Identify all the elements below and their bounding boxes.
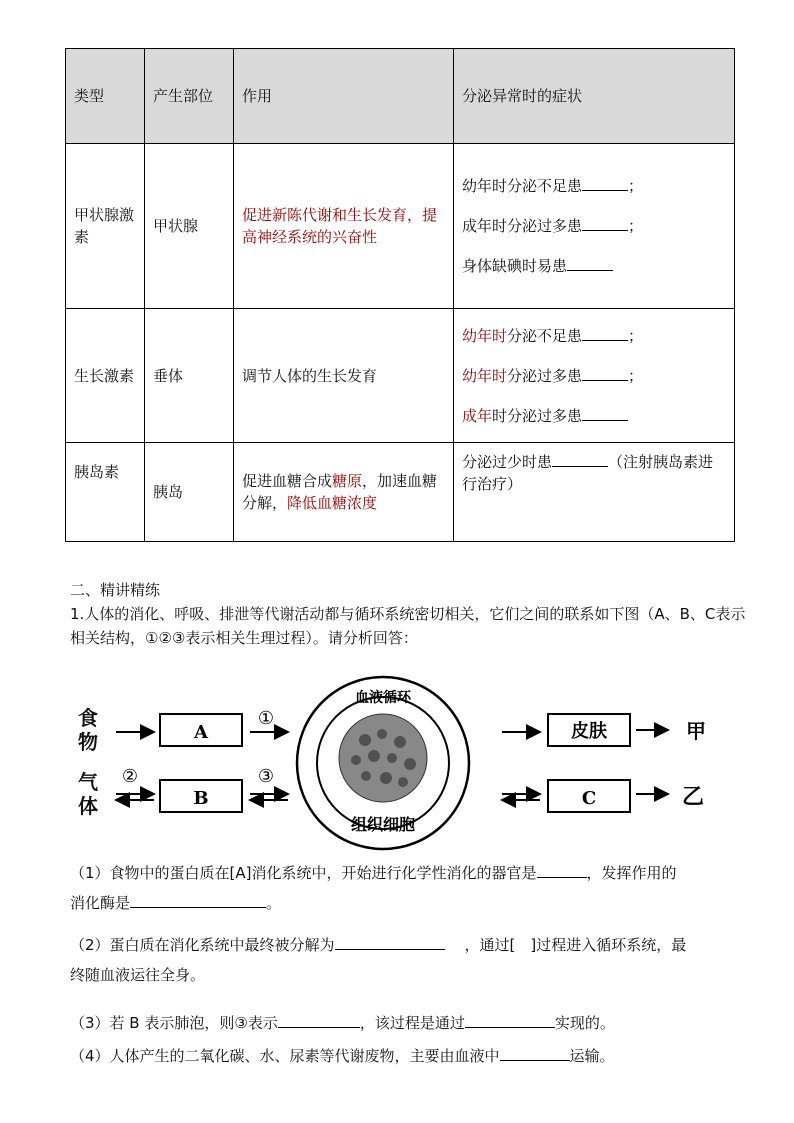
function-red: 糖原 <box>332 472 363 490</box>
header-function: 作用 <box>234 49 454 144</box>
answer-blank[interactable] <box>552 452 608 467</box>
symptom-text: 分泌过少时患 <box>462 453 553 471</box>
q4-text: 运输。 <box>569 1047 615 1065</box>
answer-blank[interactable] <box>582 406 628 421</box>
row-site: 甲状腺 <box>145 144 234 309</box>
function-text: 促进血糖合成 <box>242 472 333 490</box>
question-intro: 1.人体的消化、呼吸、排泄等代谢活动都与循环系统密切相关，它们之间的联系如下图（A、B、C表示相关结构，①②③表示相关生理过程）。请分析回答： <box>70 605 746 647</box>
q3-text: （3）若 B 表示肺泡，则③表示 <box>70 1014 278 1032</box>
function-text: ，加速血糖分解， <box>242 472 438 512</box>
symptom-end: ； <box>628 366 644 385</box>
row-function: 促进新陈代谢和生长发育，提高神经系统的兴奋性 <box>234 144 454 309</box>
q3-text: ，该过程是通过 <box>359 1014 465 1032</box>
header-site: 产生部位 <box>145 49 234 144</box>
answer-blank[interactable] <box>582 216 628 231</box>
box-c-label: C <box>581 788 597 809</box>
food-text: 食物 <box>78 706 98 754</box>
table-header-row <box>66 49 735 144</box>
row-site: 胰岛 <box>145 443 234 542</box>
question-3 <box>70 1008 760 1038</box>
skin-label: 皮肤 <box>571 721 607 742</box>
row-symptoms <box>454 443 735 542</box>
output-1-label: 甲 <box>686 719 706 743</box>
symptom-text: 分泌过多患 <box>507 366 583 385</box>
answer-blank[interactable] <box>500 1044 570 1061</box>
row-symptoms <box>454 144 735 309</box>
ring-top-label: 血液循环 <box>355 690 411 706</box>
answer-blank[interactable] <box>335 933 445 950</box>
symptom-text: 身体缺碘时易患 <box>462 257 568 275</box>
symptom-end: ； <box>628 217 644 235</box>
q2-text: 终随血液运往全身。 <box>70 966 206 984</box>
symptom-end: ； <box>628 177 644 195</box>
symptom-red: 成年 <box>462 406 493 425</box>
function-red: 降低血糖浓度 <box>287 494 378 512</box>
table-row <box>66 144 735 309</box>
answer-blank[interactable] <box>130 891 266 908</box>
symptom-text: 幼年时分泌不足患 <box>462 177 583 195</box>
answer-blank[interactable] <box>582 366 628 381</box>
output-2-label: 乙 <box>682 784 705 810</box>
header-type: 类型 <box>66 49 145 144</box>
box-a-label: A <box>194 722 208 743</box>
symptom-text: 分泌不足患 <box>507 326 583 345</box>
process-2-label: ② <box>121 766 139 787</box>
row-function <box>234 443 454 542</box>
answer-blank[interactable] <box>567 256 613 271</box>
row-type: 生长激素 <box>66 309 145 443</box>
ring-bottom-label: 组织细胞 <box>350 815 416 834</box>
row-type: 胰岛素 <box>66 443 145 542</box>
q2-text: ，通过[ ]过程进入循环系统，最 <box>464 936 687 954</box>
row-symptoms <box>454 309 735 443</box>
q1-text: （1）食物中的蛋白质在[A]消化系统中，开始进行化学性消化的器官是 <box>70 864 537 882</box>
gas-text: 气体 <box>78 770 98 818</box>
row-function: 调节人体的生长发育 <box>234 309 454 443</box>
box-b-label: B <box>193 788 209 809</box>
table-row <box>66 309 735 443</box>
symptom-text: 成年时分泌过多患 <box>462 217 583 235</box>
symptom-text: 时分泌过多患 <box>492 406 583 425</box>
symptom-text: （注射胰岛素进行治疗） <box>462 453 714 493</box>
row-site: 垂体 <box>145 309 234 443</box>
answer-blank[interactable] <box>465 1011 555 1028</box>
q3-text: 实现的。 <box>554 1014 615 1032</box>
question-1 <box>70 858 760 918</box>
q1-text: 消化酶是 <box>70 894 131 912</box>
q2-text: （2）蛋白质在消化系统中最终被分解为 <box>70 936 335 954</box>
circulation-diagram <box>70 668 730 854</box>
symptom-end: ； <box>628 326 644 345</box>
question-2 <box>70 930 760 990</box>
hormone-table <box>65 48 735 542</box>
table-row <box>66 443 735 542</box>
answer-blank[interactable] <box>537 861 587 878</box>
header-symptoms: 分泌异常时的症状 <box>454 49 735 144</box>
answer-blank[interactable] <box>278 1011 360 1028</box>
q1-text: 。 <box>266 894 282 912</box>
answer-blank[interactable] <box>582 326 628 341</box>
process-3-label: ③ <box>257 766 275 787</box>
row-type: 甲状腺激素 <box>66 144 145 309</box>
q1-text: ，发挥作用的 <box>586 864 677 882</box>
symptom-red: 幼年时 <box>462 326 508 345</box>
question-4 <box>70 1041 760 1071</box>
q4-text: （4）人体产生的二氧化碳、水、尿素等代谢废物，主要由血液中 <box>70 1047 500 1065</box>
answer-blank[interactable] <box>582 176 628 191</box>
symptom-red: 幼年时 <box>462 366 508 385</box>
section-title: 二、精讲精练 <box>70 581 161 599</box>
process-1-label: ① <box>257 708 275 729</box>
